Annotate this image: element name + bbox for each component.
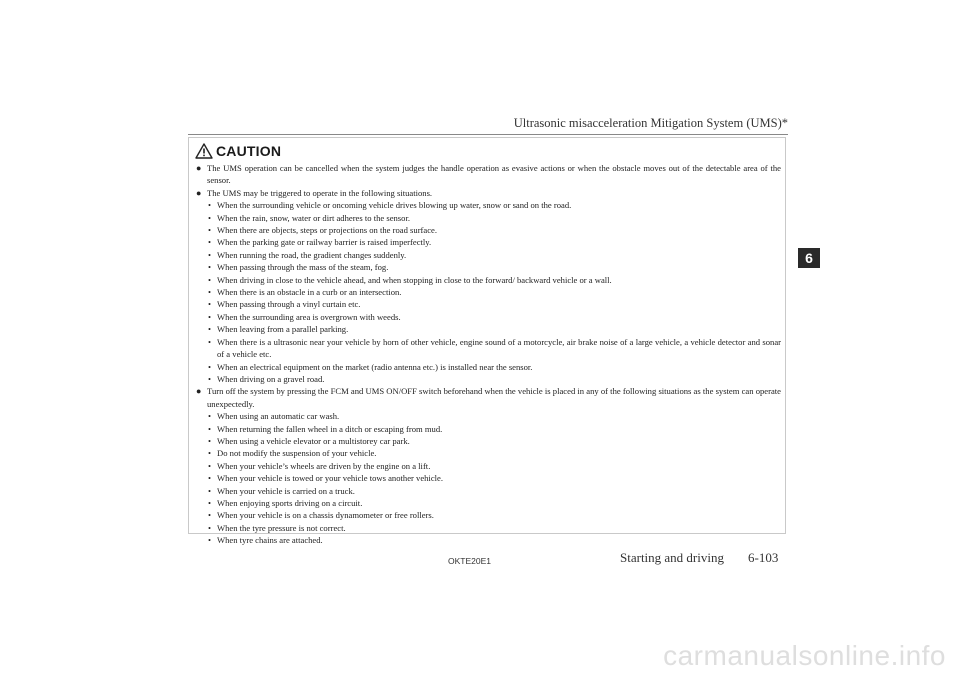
caution-header xyxy=(195,142,781,160)
round-bullet-icon: ● xyxy=(196,187,202,198)
page-number: 6-103 xyxy=(748,550,779,565)
caution-title: CAUTION xyxy=(216,142,282,159)
dot-bullet-icon: • xyxy=(208,249,212,260)
list-item: • When your vehicle’s wheels are driven by the engine on a lift. xyxy=(208,460,431,471)
list-item: • When your vehicle is carried on a truck. xyxy=(208,485,355,496)
chapter-tab: 6 xyxy=(798,248,820,268)
footer-section-title: Starting and driving xyxy=(620,550,724,565)
dot-bullet-icon: • xyxy=(208,373,212,384)
list-item: • When running the road, the gradient changes suddenly. xyxy=(208,249,407,260)
dot-bullet-icon: • xyxy=(208,225,212,236)
list-item: • When your vehicle is towed or your vehicle tows another vehicle. xyxy=(208,473,443,484)
dot-bullet-icon: • xyxy=(208,287,212,298)
list-item: • When there is a ultrasonic near your vehicle by horn of other vehicle, engine sound of a motorcycle, air brake noise of a large vehicle, a vehicle detector and sonar of a vehicle etc. xyxy=(208,336,781,360)
list-item: • When using a vehicle elevator or a multistorey car park. xyxy=(208,435,410,446)
page-header-title: Ultrasonic misacceleration Mitigation System (UMS)* xyxy=(513,116,788,130)
caution-item-text: Turn off the system by pressing the FCM and UMS ON/OFF switch beforehand when the vehicle is placed in any of the following situations as the system can operate unexpectedly. xyxy=(207,386,781,409)
list-item: • When driving in close to the vehicle ahead, and when stopping in close to the forward/ backward vehicle or a wall. xyxy=(208,274,612,285)
dot-bullet-icon: • xyxy=(208,311,212,322)
dot-bullet-icon: • xyxy=(208,460,212,471)
caution-box xyxy=(188,137,786,546)
list-item: • When driving on a gravel road. xyxy=(208,373,325,384)
dot-bullet-icon: • xyxy=(208,522,212,533)
list-item: • When leaving from a parallel parking. xyxy=(208,324,349,335)
dot-bullet-icon: • xyxy=(208,200,212,211)
list-item: • When an electrical equipment on the market (radio antenna etc.) is installed near the sensor. xyxy=(208,361,533,372)
round-bullet-icon: ● xyxy=(196,386,202,397)
dot-bullet-icon: • xyxy=(208,510,212,521)
dot-bullet-icon: • xyxy=(208,535,212,546)
dot-bullet-icon: • xyxy=(208,274,212,285)
list-item: • When the surrounding vehicle or oncoming vehicle drives blowing up water, snow or sand on the road. xyxy=(208,200,572,211)
list-item: • When returning the fallen wheel in a ditch or escaping from mud. xyxy=(208,423,443,434)
dot-bullet-icon: • xyxy=(208,361,212,372)
list-item: • When the parking gate or railway barrier is raised imperfectly. xyxy=(208,237,432,248)
list-item: • When the surrounding area is overgrown with weeds. xyxy=(208,311,401,322)
watermark: carmanualsonline.info xyxy=(663,640,946,671)
list-item: • When passing through a vinyl curtain etc. xyxy=(208,299,361,310)
list-item: • When the rain, snow, water or dirt adheres to the sensor. xyxy=(208,212,410,223)
dot-bullet-icon: • xyxy=(208,324,212,335)
dot-bullet-icon: • xyxy=(208,485,212,496)
dot-bullet-icon: • xyxy=(208,299,212,310)
situation-list xyxy=(207,410,781,546)
caution-item-text: The UMS operation can be cancelled when the system judges the handle operation as evasive actions or when the obstacle moves out of the detectable area of the sensor. xyxy=(207,163,781,186)
round-bullet-icon: ● xyxy=(196,163,202,173)
list-item: • When your vehicle is on a chassis dynamometer or free rollers. xyxy=(208,510,434,521)
dot-bullet-icon: • xyxy=(208,497,212,508)
dot-bullet-icon: • xyxy=(208,448,212,459)
dot-bullet-icon: • xyxy=(208,473,212,484)
dot-bullet-icon: • xyxy=(208,237,212,248)
caution-item xyxy=(195,162,781,187)
situation-list xyxy=(207,199,781,385)
list-item: • When the tyre pressure is not correct. xyxy=(208,522,346,533)
document-code: OKTE20E1 xyxy=(448,556,491,566)
caution-item xyxy=(195,187,781,386)
list-item: • When enjoying sports driving on a circuit. xyxy=(208,497,363,508)
list-item: • When passing through the mass of the steam, fog. xyxy=(208,262,389,273)
list-item: • When using an automatic car wash. xyxy=(208,411,340,422)
dot-bullet-icon: • xyxy=(208,411,212,422)
dot-bullet-icon: • xyxy=(208,336,212,347)
list-item: • When there are objects, steps or projections on the road surface. xyxy=(208,225,438,236)
dot-bullet-icon: • xyxy=(208,423,212,434)
list-item: • Do not modify the suspension of your vehicle. xyxy=(208,448,377,459)
dot-bullet-icon: • xyxy=(208,435,212,446)
caution-item-text: The UMS may be triggered to operate in the following situations. xyxy=(207,187,433,198)
dot-bullet-icon: • xyxy=(208,262,212,273)
warning-triangle-icon xyxy=(195,143,213,159)
caution-item xyxy=(195,385,781,546)
header-divider xyxy=(188,134,788,135)
list-item: • When tyre chains are attached. xyxy=(208,535,323,546)
list-item: • When there is an obstacle in a curb or an intersection. xyxy=(208,287,402,298)
dot-bullet-icon: • xyxy=(208,212,212,223)
